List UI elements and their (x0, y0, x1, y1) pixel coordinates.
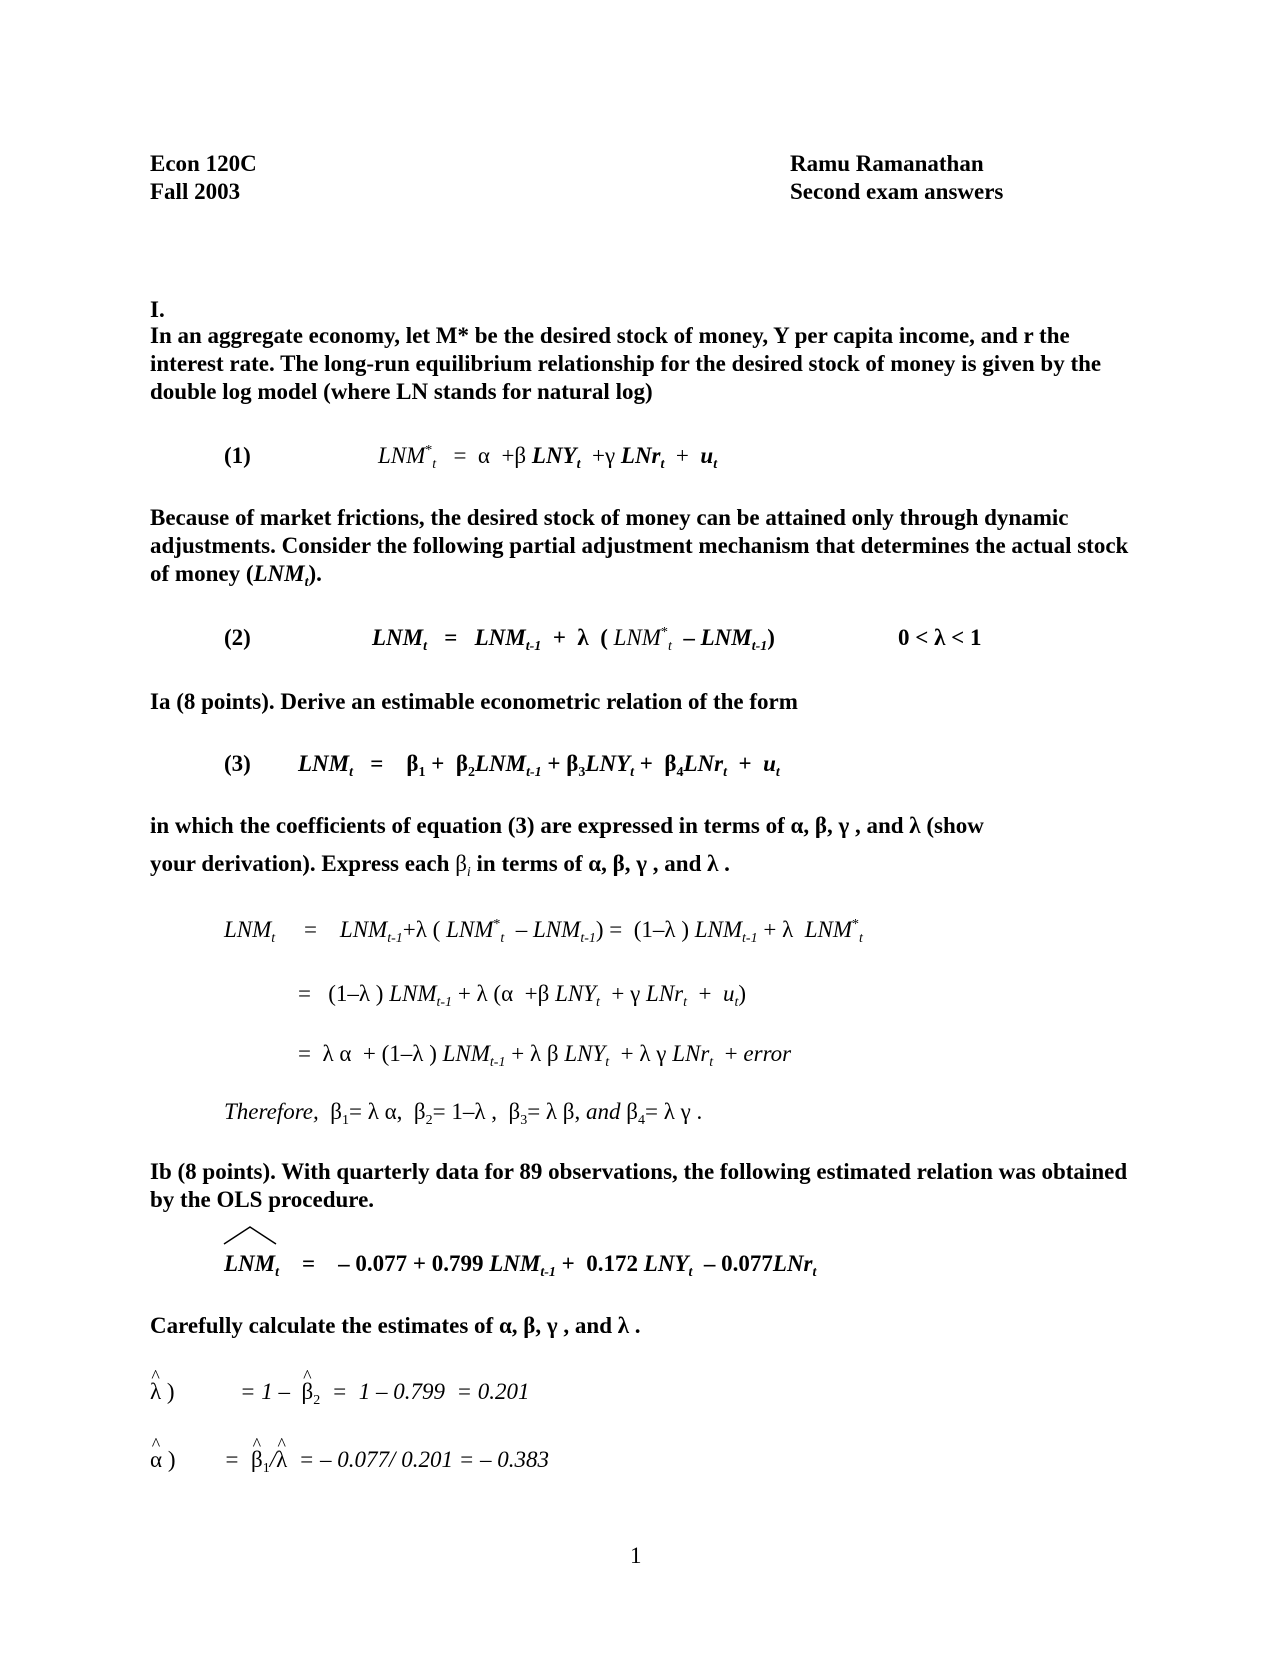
eq1-label: (1) (224, 443, 251, 468)
estimate-hat-mark (222, 1224, 278, 1246)
equation-2: $LNM_t = LNM_{t-1} + \lambda$ ( $LNM^*_t - LNM_{t-1}$) (372, 625, 775, 654)
term: Fall 2003 (150, 179, 241, 204)
course-name: Econ 120C (150, 151, 257, 176)
equation-3: $LNM_t$ = $\beta_1 + \beta_2LNM_{t-1} + \beta_3LNY_t + \beta_4LNr_t + u_t$ (298, 751, 780, 780)
estimated-relation: $LNM_t$ = – 0.077 + 0.799 $LNM_{t-1} + 0.172$ $LNY_t - 0.077LNr_t$ (224, 1251, 817, 1280)
frictions-end: ). (308, 561, 322, 586)
therefore-word: Therefore, (224, 1099, 319, 1124)
derivation-line-2: = (1–λ ) $LNM_{t-1} + \lambda$ (α +β $LNY_t + \gamma$ $LNr_t + u_t$) (298, 981, 747, 1010)
ib-prompt: Ib (8 points). With quarterly data for 89 observations, the following estimated relation was obtained by the OLS procedure. (150, 1159, 1128, 1212)
lambda-hat-calc: = 1 – ^ $\beta_2 = 1 - 0.799 = 0.201$ (240, 1378, 530, 1406)
coef-text-2b: in terms of α, β, γ , and λ . (470, 851, 730, 876)
section-heading: I. (150, 297, 165, 322)
alpha-hat-label: ^ α ) (150, 1446, 175, 1474)
derivation-therefore: Therefore, $\beta_1= \lambda$ α, $\beta_2= 1-\lambda$ , $\beta_3= \lambda$ β, and $\beta_4= \lambda$ γ . (224, 1099, 703, 1128)
coef-text-line1: in which the coefficients of equation (3) are expressed in terms of α, β, γ , and λ (show (150, 813, 984, 838)
frictions-paragraph: Because of market frictions, the desired stock of money can be attained only through dynamic adjustments. Consider the following partial adjustment mechanism that determines the actual stock of money $(LNM_t)$. (150, 505, 1129, 590)
coef-text-2a: your derivation). Express each (150, 851, 456, 876)
alpha-hat-calc: = ^ $\beta_1/\^{}$ λ = – 0.077/ 0.201 = – 0.383 (224, 1446, 549, 1474)
instructor-name: Ramu Ramanathan (790, 151, 984, 176)
derivation-line-3: = λ α + (1–λ ) $LNM_{t-1} + \lambda$ β $LNY_t + \lambda$ γ LNr$_t$ + error (298, 1041, 792, 1070)
eq3-label: (3) (224, 751, 251, 776)
document-title: Second exam answers (790, 179, 1004, 204)
page-number: 1 (630, 1543, 642, 1568)
ia-prompt: Ia (8 points). Derive an estimable econometric relation of the form (150, 689, 798, 714)
eq2-label: (2) (224, 625, 251, 650)
derivation-line-1: $LNM_t$ = $LNM_{t-1}+\lambda$ ( $LNM^*_t - LNM_{t-1}) = (1-\lambda$ ) $LNM_{t-1} + \lambda$ $LNM^*_t$ (224, 917, 863, 946)
eq2-constraint: 0 < λ < 1 (898, 625, 982, 650)
lambda-hat-label: ^ λ ) (150, 1378, 175, 1406)
intro-paragraph: In an aggregate economy, let M* be the desired stock of money, Y per capita income, and r the interest rate. The long-run equilibrium relationship for the desired stock of money is given by the double log model (where LN stands for natural log) (150, 323, 1102, 404)
frictions-text: Because of market frictions, the desired stock of money can be attained only through dynamic adjustments. Consider the following partial adjustment mechanism that determines the actual stock of money ( (150, 505, 1129, 586)
coef-text-line2: your derivation). Express each $\beta_i$ in terms of α, β, γ , and λ . (150, 851, 730, 880)
calc-prompt: Carefully calculate the estimates of α, β, γ , and λ . (150, 1313, 641, 1338)
equation-1: $LNM^*_t = \alpha +\beta$ $LNY_t +\gamma$ $LNr_t + u_t$ (378, 443, 718, 472)
